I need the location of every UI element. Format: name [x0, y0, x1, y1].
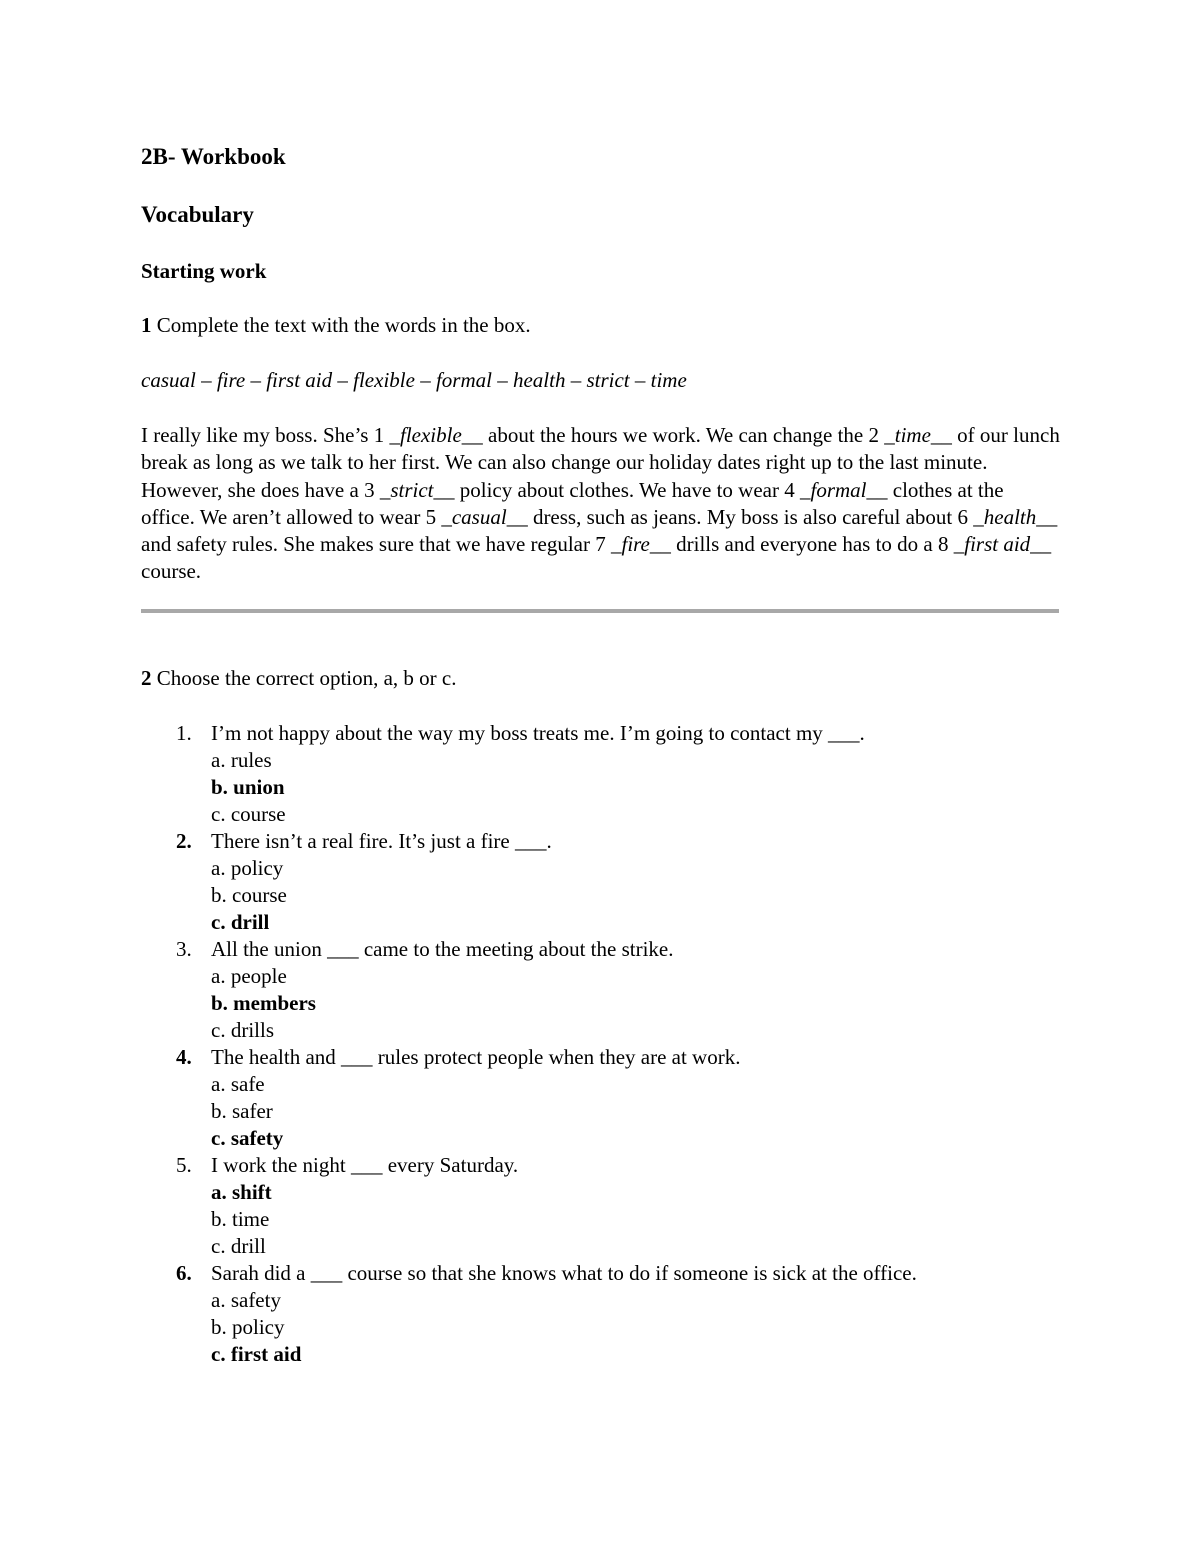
question-body — [211, 1152, 518, 1260]
answer-option: a. rules — [211, 747, 272, 772]
answer-option: c. drills — [211, 1017, 274, 1042]
question-number: 1. — [176, 721, 192, 745]
question-body — [211, 1044, 740, 1152]
question-number: 3. — [176, 937, 192, 961]
fill-in-answer: _strict — [379, 477, 434, 502]
question-number: 6. — [176, 1261, 192, 1285]
correct-option: c. safety — [211, 1125, 284, 1150]
exercise-1-number: 1 — [141, 313, 152, 337]
fill-in-answer: _time — [884, 423, 931, 447]
paragraph-text: __ about the hours we work. We can change the 2 — [461, 423, 885, 447]
question-body — [211, 936, 673, 1044]
answer-option: b. policy — [211, 1314, 285, 1339]
paragraph-text: __ drills and everyone has to do a 8 — [649, 532, 954, 557]
question-text: I’m not happy about the way my boss treats me. I’m going to contact my ___. — [211, 721, 865, 745]
page-title: 2B- Workbook — [141, 144, 286, 169]
answer-option: b. course — [211, 882, 287, 907]
paragraph-text: __ and safety rules. She makes sure that we have regular 7 — [141, 504, 1058, 557]
paragraph-text: __ of our lunch break as long as we talk to her first. We can also change our holiday dates right up to the last minute. However, she does have a 3 — [141, 423, 1060, 502]
question-text: Sarah did a ___ course so that she knows what to do if someone is sick at the office. — [211, 1261, 917, 1285]
answer-option: a. people — [211, 963, 287, 988]
question-number: 2. — [176, 829, 192, 853]
horizontal-divider — [141, 609, 1059, 613]
fill-in-answer: _formal — [800, 477, 867, 502]
exercise-1-instruction-text: Complete the text with the words in the box. — [151, 313, 531, 337]
fill-in-answer: _health — [973, 504, 1037, 529]
paragraph-text: __ clothes at the office. We aren’t allowed to wear 5 — [141, 477, 1004, 529]
answer-option: b. safer — [211, 1098, 273, 1123]
paragraph-text: I really like my boss. She’s 1 — [141, 423, 390, 447]
correct-option: a. shift — [211, 1179, 272, 1204]
answer-option: c. drill — [211, 1233, 266, 1258]
exercise-2-number: 2 — [141, 666, 152, 690]
answer-option: c. course — [211, 801, 286, 826]
question-text: All the union ___ came to the meeting about the strike. — [211, 937, 674, 961]
question-number: 5. — [176, 1153, 192, 1177]
answer-option: a. safety — [211, 1287, 281, 1312]
question-body — [211, 720, 865, 828]
exercise-2-instruction-text: Choose the correct option, a, b or c. — [151, 666, 457, 690]
exercise-1-instruction — [141, 313, 531, 338]
correct-option: c. drill — [211, 909, 270, 934]
question-number: 4. — [176, 1045, 192, 1069]
question-text: There isn’t a real fire. It’s just a fire ___. — [211, 829, 552, 853]
question-text: The health and ___ rules protect people when they are at work. — [211, 1045, 741, 1069]
paragraph-text: __ dress, such as jeans. My boss is also careful about 6 — [506, 504, 974, 529]
correct-option: b. members — [211, 990, 316, 1015]
paragraph-text: __ policy about clothes. We have to wear 4 — [433, 477, 800, 502]
question-body — [211, 828, 552, 936]
section-heading: Vocabulary — [141, 202, 254, 227]
answer-option: b. time — [211, 1206, 270, 1231]
fill-in-answer: _fire — [611, 532, 650, 557]
question-text: I work the night ___ every Saturday. — [211, 1153, 519, 1177]
answer-option: a. policy — [211, 855, 284, 880]
fill-in-answer: _first aid — [953, 532, 1031, 557]
paragraph-text: __ course. — [141, 532, 1052, 584]
question-body — [211, 1260, 917, 1368]
correct-option: b. union — [211, 774, 285, 799]
answer-option: a. safe — [211, 1071, 265, 1096]
correct-option: c. first aid — [211, 1341, 302, 1366]
fill-in-answer: _casual — [441, 504, 507, 529]
subsection-heading: Starting work — [141, 259, 267, 283]
exercise-1-paragraph — [141, 422, 1061, 586]
word-box: casual – fire – first aid – flexible – formal – health – strict – time — [141, 368, 687, 392]
fill-in-answer: _flexible — [389, 423, 462, 447]
exercise-2-instruction — [141, 666, 457, 691]
